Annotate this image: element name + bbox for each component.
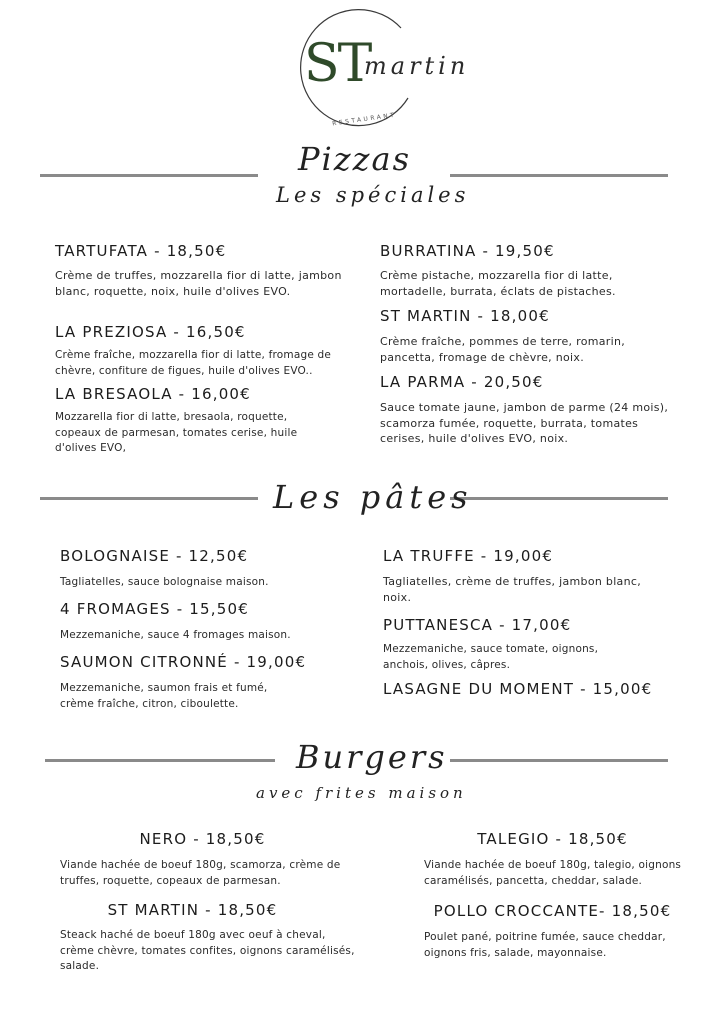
burger-title: POLLO CROCCANTE- 18,50€ xyxy=(433,902,672,920)
burgers-subtitle: avec frites maison xyxy=(256,784,467,802)
pasta-description: Mezzemaniche, sauce 4 fromages maison. xyxy=(60,629,291,641)
logo-subtitle: RESTAURANT xyxy=(331,111,397,128)
pasta-title: PUTTANESCA - 17,00€ xyxy=(383,616,572,634)
burger-description: Steack haché de boeuf 180g avec oeuf à cheval, crème chèvre, tomates confites, oignons caramélisés, salade. xyxy=(60,929,355,972)
pizza-title: LA PREZIOSA - 16,50€ xyxy=(55,323,246,341)
divider-pates-left xyxy=(40,497,258,500)
pates-title: Les pâtes xyxy=(273,478,473,516)
burger-description: Viande hachée de boeuf 180g, talegio, oignons caramélisés, pancetta, cheddar, salade. xyxy=(424,859,682,887)
pasta-title: LA TRUFFE - 19,00€ xyxy=(383,547,554,565)
pasta-title: BOLOGNAISE - 12,50€ xyxy=(60,547,249,565)
burger-description: Poulet pané, poitrine fumée, sauce cheddar, oignons fris, salade, mayonnaise. xyxy=(424,931,666,959)
pizza-title: LA BRESAOLA - 16,00€ xyxy=(55,385,251,403)
pizza-description: Crème fraîche, pommes de terre, romarin, pancetta, fromage de chèvre, noix. xyxy=(380,335,626,364)
pizzas-subtitle: Les spéciales xyxy=(276,183,470,207)
pasta-title: LASAGNE DU MOMENT - 15,00€ xyxy=(383,680,653,698)
pizza-description: Crème fraîche, mozzarella fior di latte, fromage de chèvre, confiture de figues, huile d'olives EVO.. xyxy=(55,349,332,377)
burger-title: NERO - 18,50€ xyxy=(139,830,266,848)
pizza-title: BURRATINA - 19,50€ xyxy=(380,242,555,260)
pasta-description: Tagliatelles, crème de truffes, jambon blanc, noix. xyxy=(383,575,642,604)
divider-pizzas-left xyxy=(40,174,258,177)
pasta-title: 4 FROMAGES - 15,50€ xyxy=(60,600,249,618)
pizzas-title: Pizzas xyxy=(298,140,411,178)
pizza-description: Crème de truffes, mozzarella fior di latte, jambon blanc, roquette, noix, huile d'olives EVO. xyxy=(55,269,342,298)
pizza-description: Mozzarella fior di latte, bresaola, roquette, copeaux de parmesan, tomates cerise, huile d'olives EVO, xyxy=(55,411,298,454)
burger-title: TALEGIO - 18,50€ xyxy=(477,830,628,848)
pizza-title: TARTUFATA - 18,50€ xyxy=(55,242,227,260)
pasta-title: SAUMON CITRONNÉ - 19,00€ xyxy=(60,653,307,671)
pizza-description: Sauce tomate jaune, jambon de parme (24 mois), scamorza fumée, roquette, burrata, tomates cerises, huile d'olives EVO, noix. xyxy=(380,401,669,445)
burger-description: Viande hachée de boeuf 180g, scamorza, crème de truffes, roquette, copeaux de parmesan. xyxy=(60,859,341,887)
pizza-description: Crème pistache, mozzarella fior di latte, mortadelle, burrata, éclats de pistaches. xyxy=(380,269,616,298)
pizza-title: ST MARTIN - 18,00€ xyxy=(380,307,550,325)
burger-title: ST MARTIN - 18,50€ xyxy=(107,901,278,919)
pasta-description: Mezzemaniche, sauce tomate, oignons, anchois, olives, câpres. xyxy=(383,643,599,671)
divider-pates-right xyxy=(450,497,668,500)
burgers-title: Burgers xyxy=(296,738,448,776)
pizza-title: LA PARMA - 20,50€ xyxy=(380,373,544,391)
divider-pizzas-right xyxy=(450,174,668,177)
logo-monogram: ST xyxy=(304,34,371,94)
divider-burgers-right xyxy=(450,759,668,762)
pasta-description: Tagliatelles, sauce bolognaise maison. xyxy=(60,576,269,588)
divider-burgers-left xyxy=(45,759,275,762)
pasta-description: Mezzemaniche, saumon frais et fumé, crème fraîche, citron, ciboulette. xyxy=(60,682,268,710)
logo-script: martin xyxy=(364,52,470,80)
